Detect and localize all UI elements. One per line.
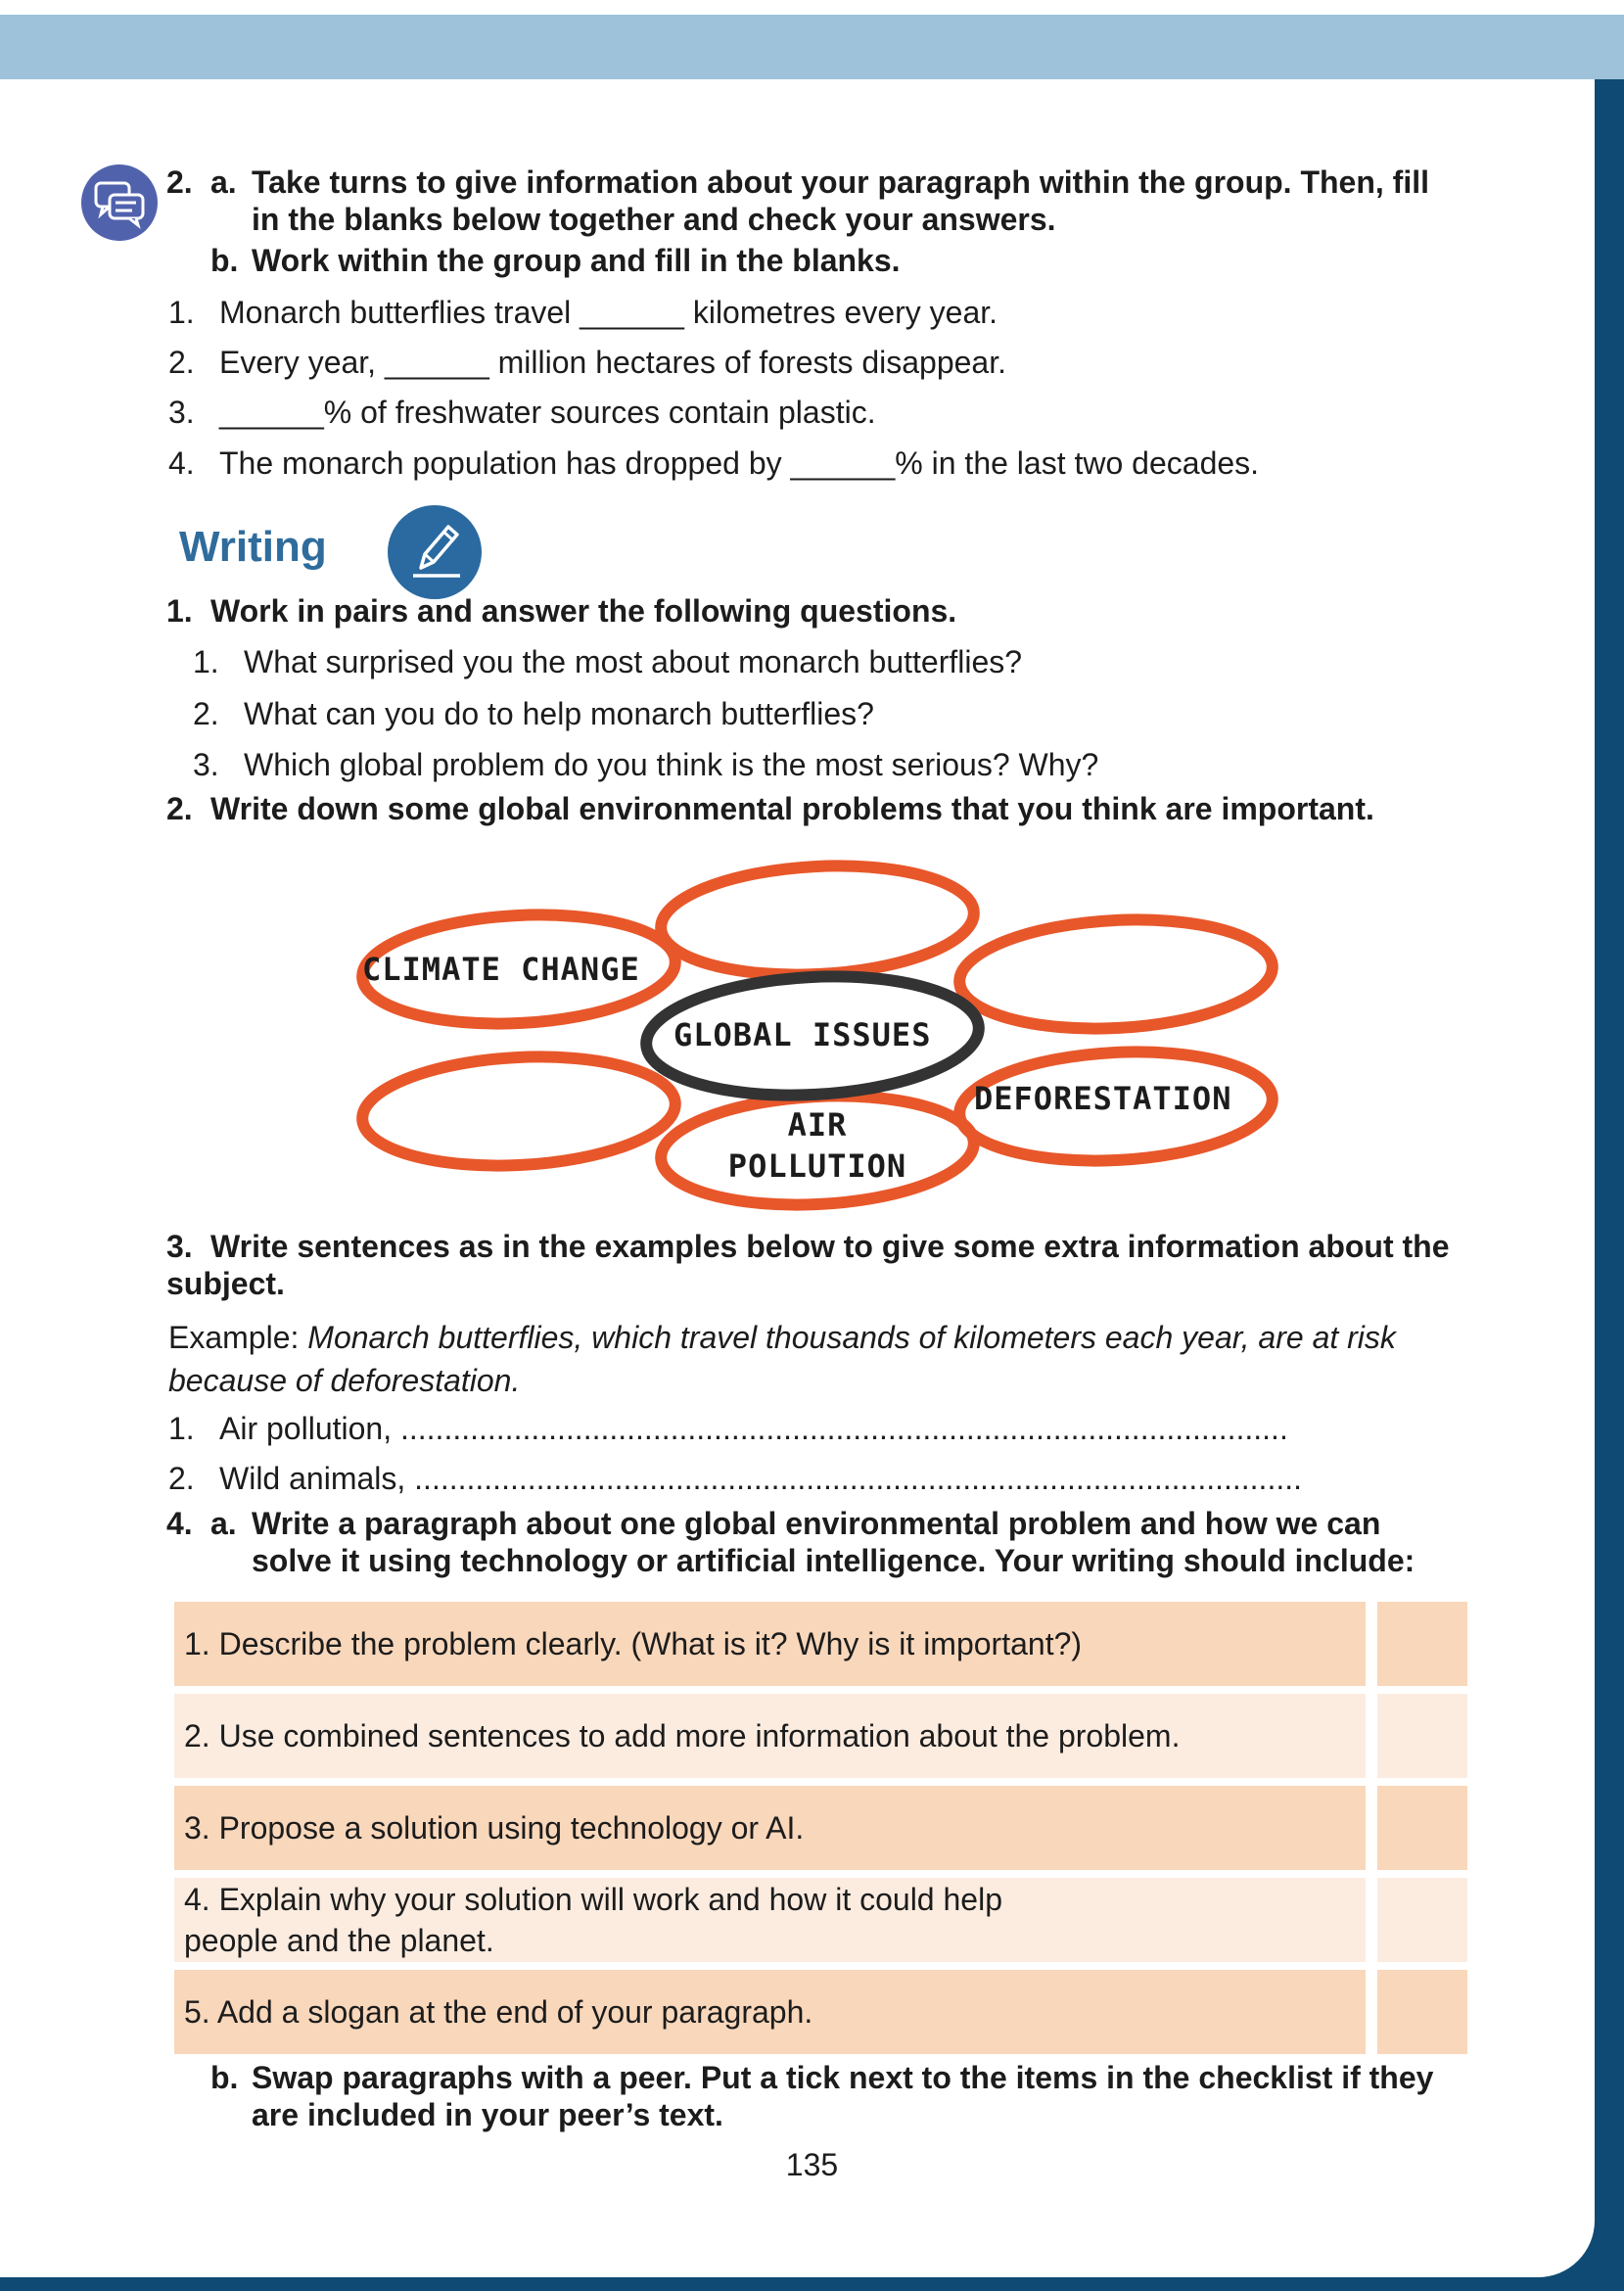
fill-blank[interactable]: ______ (219, 395, 324, 430)
checklist-item-text: 2. Use combined sentences to add more information about the problem. (174, 1694, 1366, 1778)
fill-blank[interactable]: ______ (580, 295, 684, 330)
task-sub-letter: b. (210, 2060, 239, 2095)
question-text: Write sentences as in the examples below to give some extra information about the subject. (166, 1229, 1450, 1301)
writing-question-4a (166, 1505, 1468, 1579)
task-sub-letter: a. (210, 1506, 237, 1541)
item-text: Every year, (219, 345, 385, 380)
sentence-line[interactable]: Air pollution, ...................................................................................................... (219, 1411, 1288, 1446)
sentence-line[interactable]: Wild animals, ...................................................................................................... (219, 1461, 1302, 1496)
writing-checklist (174, 1602, 1468, 2062)
task-text: Work within the group and fill in the blanks. (252, 243, 901, 278)
ring-right-top (956, 912, 1275, 1037)
item-number: 3. (193, 747, 219, 782)
tick-box[interactable] (1377, 1878, 1467, 1962)
label-global-issues: GLOBAL ISSUES (673, 1016, 932, 1053)
example (168, 1316, 1461, 1402)
item-text: million hectares of forests disappear. (488, 345, 1006, 380)
example-text: Monarch butterflies, which travel thousands of kilometers each year, are at risk because of deforestation. (168, 1320, 1396, 1398)
fill-blank[interactable]: ______ (790, 445, 896, 481)
item-number: 2. (168, 345, 195, 380)
tick-box[interactable] (1377, 1786, 1467, 1870)
item-number: 1. (168, 1411, 195, 1446)
item-number: 2. (168, 1461, 195, 1496)
task-2a (166, 164, 1468, 238)
task-4b (210, 2059, 1463, 2133)
item-text: % in the last two decades. (895, 445, 1260, 481)
item-text: % of freshwater sources contain plastic. (323, 395, 876, 430)
task-2b (210, 242, 1463, 279)
global-issues-mind-map (323, 852, 1322, 1234)
tick-box[interactable] (1377, 1694, 1467, 1778)
item-number: 1. (193, 644, 219, 679)
ring-top (658, 859, 976, 983)
blank-item-1 (168, 294, 998, 331)
question-number: 3. (166, 1229, 193, 1264)
item-text: kilometres every year. (683, 295, 998, 330)
example-label: Example: (168, 1320, 308, 1355)
section-title: Writing (179, 523, 327, 571)
fill-blank[interactable]: ______ (384, 345, 489, 380)
task-text: Take turns to give information about your paragraph within the group. Then, fill in the blanks below together and check your answers. (252, 164, 1429, 237)
discussion-item-1 (193, 643, 1022, 680)
task-text: Swap paragraphs with a peer. Put a tick next to the items in the checklist if they are included in your peer’s text. (252, 2060, 1434, 2132)
writing-question-3 (166, 1228, 1459, 1302)
sentence-item-1 (168, 1410, 1441, 1447)
label-pollution: POLLUTION (727, 1147, 907, 1185)
checklist-item-text: 5. Add a slogan at the end of your paragraph. (174, 1970, 1366, 2054)
item-number: 2. (193, 696, 219, 731)
checklist-item-text: 4. Explain why your solution will work and how it could help people and the planet. (174, 1878, 1366, 1962)
label-deforestation: DEFORESTATION (974, 1080, 1232, 1117)
header-band (0, 15, 1624, 79)
item-number: 1. (168, 295, 195, 330)
question-number: 1. (166, 593, 193, 629)
checklist-item-text: 3. Propose a solution using technology or AI. (174, 1786, 1366, 1870)
question-text: Write down some global environmental problems that you think are important. (210, 791, 1374, 826)
speech-bubbles-icon (81, 164, 158, 241)
label-climate-change: CLIMATE CHANGE (362, 951, 640, 988)
tick-box[interactable] (1377, 1602, 1467, 1686)
writing-question-1 (166, 592, 956, 630)
item-text: Monarch butterflies travel (219, 295, 580, 330)
discussion-item-2 (193, 695, 874, 732)
item-text: What surprised you the most about monarch butterflies? (244, 644, 1023, 679)
task-sub-letter: a. (210, 164, 237, 200)
tick-box[interactable] (1377, 1970, 1467, 2054)
question-number: 2. (166, 791, 193, 826)
question-text: Write a paragraph about one global environmental problem and how we can solve it using technology or artificial intelligence. Your writing should include: (252, 1506, 1415, 1578)
page-frame-bottom (0, 2277, 1624, 2291)
question-text: Work in pairs and answer the following questions. (210, 593, 957, 629)
discussion-item-3 (193, 746, 1098, 783)
item-text: Which global problem do you think is the most serious? Why? (244, 747, 1099, 782)
task-number: 2. (166, 164, 193, 200)
checklist-row (174, 1602, 1468, 1686)
pencil-icon (388, 505, 482, 599)
ring-left-bottom (359, 1050, 677, 1174)
label-air: AIR (787, 1106, 848, 1144)
checklist-row (174, 1786, 1468, 1870)
question-number: 4. (166, 1506, 193, 1541)
blank-item-4 (168, 444, 1259, 482)
sentence-item-2 (168, 1460, 1441, 1497)
task-sub-letter: b. (210, 243, 239, 278)
item-text: What can you do to help monarch butterflies? (244, 696, 874, 731)
blank-item-2 (168, 344, 1006, 381)
item-number: 3. (168, 395, 195, 430)
checklist-row (174, 1694, 1468, 1778)
item-text: The monarch population has dropped by (219, 445, 791, 481)
checklist-row (174, 1878, 1468, 1962)
item-number: 4. (168, 445, 195, 481)
blank-item-3 (168, 394, 876, 431)
checklist-item-text: 1. Describe the problem clearly. (What is it? Why is it important?) (174, 1602, 1366, 1686)
page-number: 135 (785, 2147, 839, 2182)
page-frame-right (1595, 79, 1624, 2291)
checklist-row (174, 1970, 1468, 2054)
writing-question-2 (166, 790, 1374, 827)
